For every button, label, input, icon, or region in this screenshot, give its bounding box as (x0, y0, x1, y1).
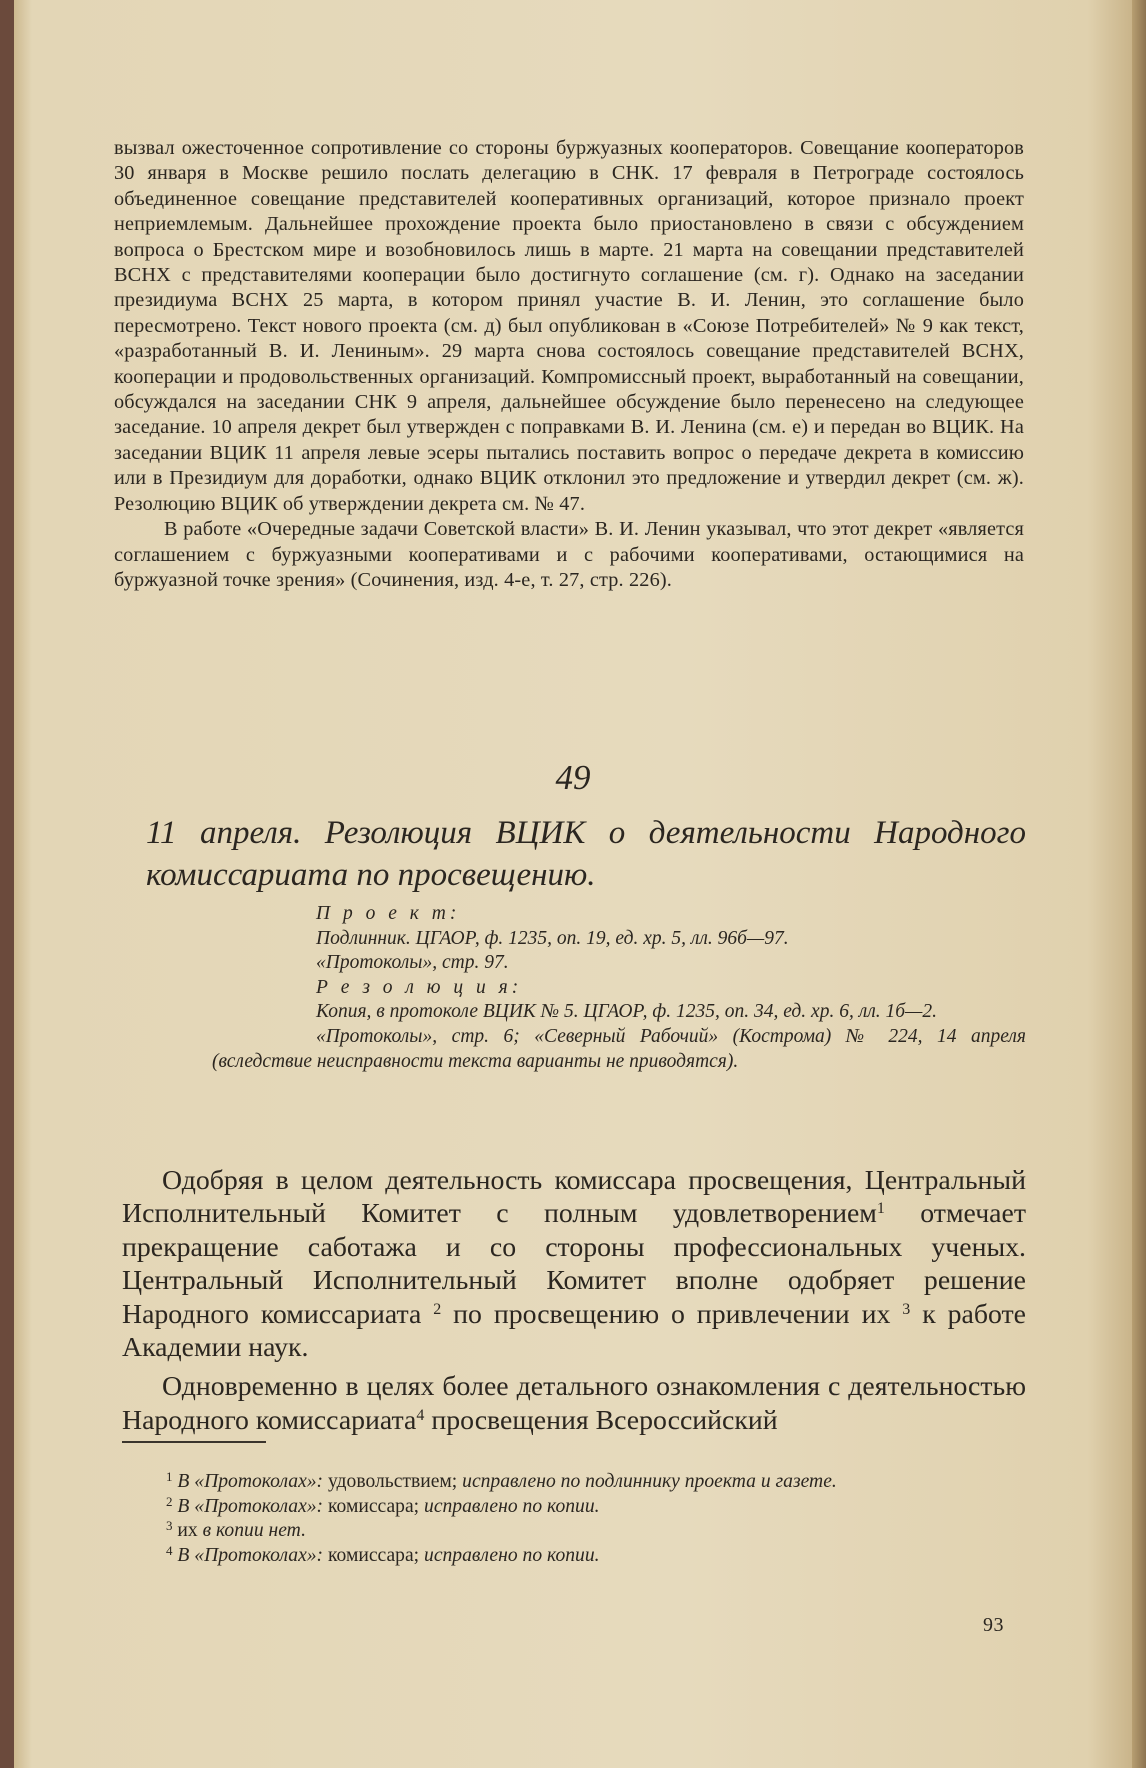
footnote-ref-4[interactable]: 4 (416, 1406, 425, 1424)
intro-paragraph-1: вызвал ожесточенное сопротивление со стороны буржуазных кооператоров. Совещание кооператоров 30 января в Москве решило послать делегацию в СНК. 17 февраля в Петрограде состоялось объединенное совещание представителей кооперативных организаций, которое признало проект неприемлемым. Дальнейшее прохождение проекта было приостановлено в связи с обсуждением вопроса о Брестском мире и возобновилось лишь в марте. 21 марта на совещании представителей ВСНХ с представителями кооперации было достигнуто соглашение (см. г). Однако на заседании президиума ВСНХ 25 марта, в котором принял участие В. И. Ленин, это соглашение было пересмотрено. Текст нового проекта (см. д) был опубликован в «Союзе Потребителей» № 9 как текст, «разработанный В. И. Лениным». 29 марта снова состоялось совещание представителей ВСНХ, кооперации и продовольственных организаций. Компромиссный проект, выработанный на совещании, обсуждался на заседании СНК 9 апреля, дальнейшее обсуждение было перенесено на следующее заседание. 10 апреля декрет был утвержден с поправками В. И. Ленина (см. е) и передан во ВЦИК. На заседании ВЦИК 11 апреля левые эсеры пытались поставить вопрос о передаче декрета в комиссию или в Президиум для доработки, однако ВЦИК отклонил это предложение и утвердил декрет (см. ж). Резолюцию ВЦИК об утверждении декрета см. № 47. (114, 137, 1024, 515)
archival-sources (212, 902, 1026, 1074)
text-span: просвещения Всероссийский (424, 1404, 778, 1436)
document-title: 11 апреля. Резолюция ВЦИК о деятельности Народного комиссариата по просвещению. (146, 815, 1026, 893)
intro-commentary (114, 136, 1024, 593)
resolution-source-1: Копия, в протоколе ВЦИК № 5. ЦГАОР, ф. 1235, оп. 34, ед. хр. 6, лл. 1б—2. (316, 1001, 937, 1023)
footnote-divider (122, 1441, 266, 1443)
footnotes (122, 1470, 1026, 1568)
footnote-mark: 3 (166, 1518, 173, 1534)
footnote-word: удовольствием; (328, 1471, 458, 1492)
footnote-source: В «Протоколах»: (177, 1544, 324, 1566)
resolution-source-2: «Протоколы», стр. 6; «Северный Рабочий» (Кострома) № 224, 14 апреля (вследствие неисправности текста варианты не приводятся). (212, 1025, 1026, 1072)
text-span: к работе Академии наук. (122, 1298, 1026, 1364)
project-source-2: «Протоколы», стр. 97. (316, 952, 509, 974)
footnote-ref-2[interactable]: 2 (433, 1300, 442, 1318)
footnote-mark: 2 (166, 1493, 173, 1509)
footnote-4 (122, 1544, 1026, 1569)
text-span: Одобряя в целом деятельность комиссара просвещения, Центральный Исполнительный Комитет с полным удовлетворением (122, 1165, 1026, 1230)
page-stack-edge (1132, 0, 1146, 1768)
footnote-mark: 1 (166, 1469, 173, 1484)
footnote-note: исправлено по подлиннику проекта и газете. (462, 1471, 837, 1492)
footnote-note: исправлено по копии. (424, 1544, 600, 1566)
book-page (14, 0, 1132, 1768)
resolution-paragraph-2 (122, 1370, 1026, 1437)
project-source-1: Подлинник. ЦГАОР, ф. 1235, оп. 19, ед. хр. 5, лл. 96б—97. (316, 927, 789, 949)
footnote-ref-1[interactable]: 1 (876, 1200, 885, 1218)
footnote-word: комиссара; (328, 1495, 420, 1517)
footnote-1 (122, 1470, 1026, 1495)
footnote-note: в копии нет. (202, 1520, 306, 1542)
intro-paragraph-2: В работе «Очередные задачи Советской власти» В. И. Ленин указывал, что этот декрет «является соглашением с буржуазными кооперативами и с рабочими кооперативами, остающимися на буржуазной точке зрения» (Сочинения, изд. 4-е, т. 27, стр. 226). (114, 518, 1024, 591)
footnote-2 (122, 1495, 1026, 1520)
project-label: П р о е к т: (316, 903, 461, 924)
text-span: отмечает прекращение саботажа и со стороны профессиональных ученых. Центральный Исполнительный Комитет вполне одобряет решение Народного комиссариата (122, 1198, 1026, 1330)
footnote-mark: 4 (166, 1542, 173, 1558)
document-number: 49 (555, 758, 591, 797)
resolution-label: Р е з о л ю ц и я: (316, 976, 523, 998)
footnote-source: В «Протоколах»: (177, 1495, 324, 1517)
footnote-3 (122, 1519, 1026, 1544)
footnote-ref-3[interactable]: 3 (902, 1300, 911, 1318)
resolution-paragraph-1 (122, 1164, 1026, 1364)
page-number: 93 (983, 1614, 1004, 1636)
footnote-source: В «Протоколах»: (177, 1471, 324, 1492)
text-span: Одновременно в целях более детального ознакомления с деятельностью Народного комиссариата (122, 1371, 1026, 1436)
footnote-note: исправлено по копии. (424, 1495, 600, 1517)
footnote-word: комиссара; (328, 1544, 420, 1566)
footnote-word: их (177, 1520, 198, 1542)
resolution-text (122, 1164, 1026, 1443)
book-binding-edge (0, 0, 14, 1768)
text-span: по просвещению о привлечении их (441, 1298, 903, 1330)
